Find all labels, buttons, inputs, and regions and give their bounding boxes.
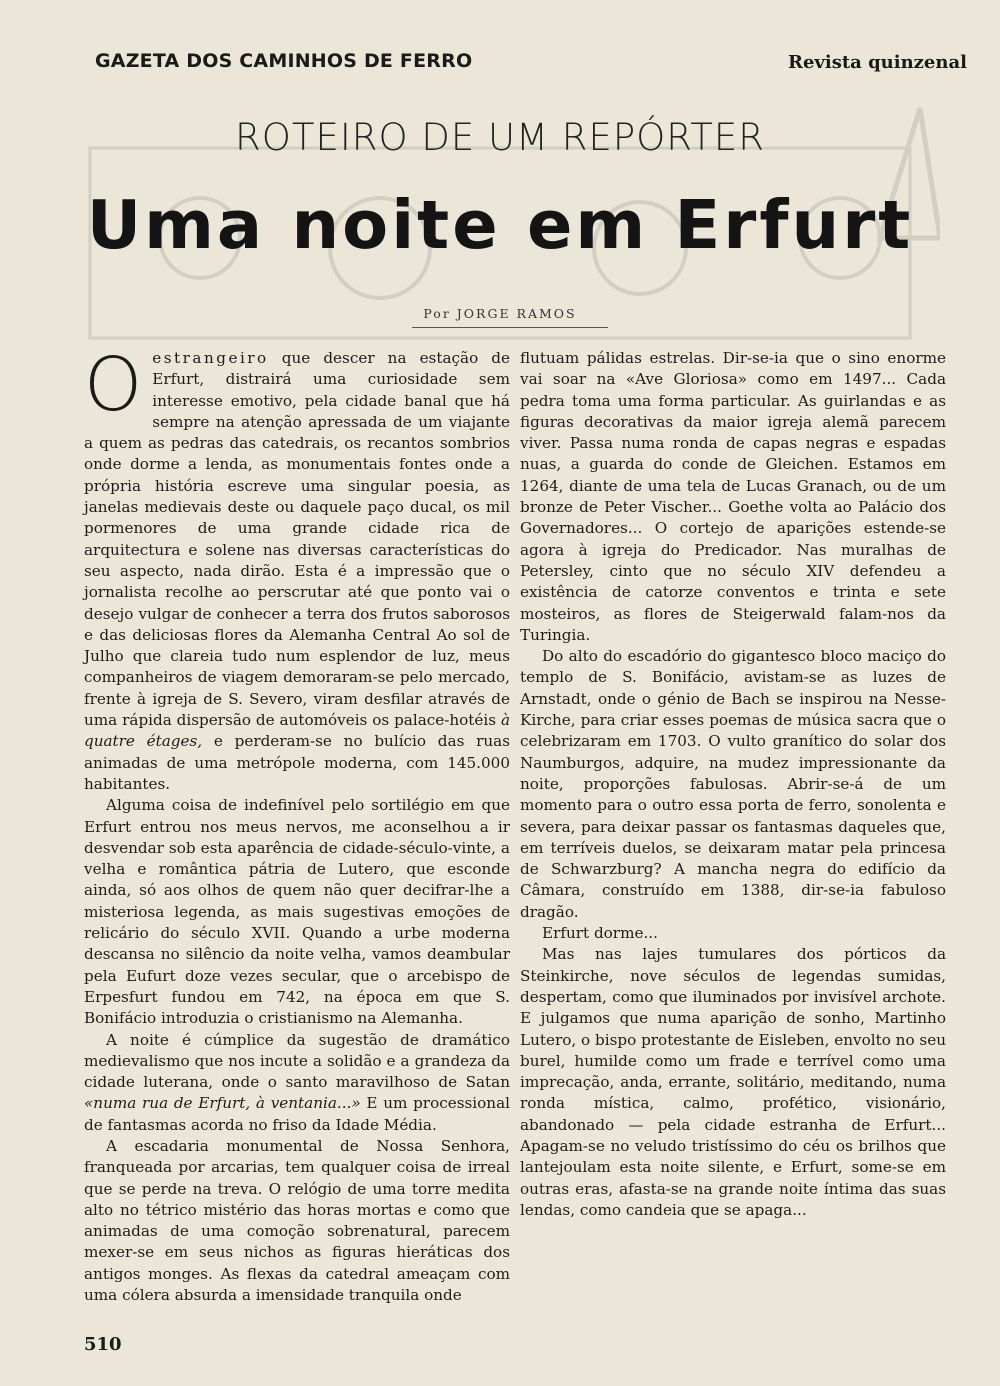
page-number: 510 — [84, 1334, 122, 1355]
paragraph-7: Mas nas lajes tumulares dos pórticos da Steinkirche, nove séculos de legendas sumidas, despertam, como que iluminados por invisível archote. E julgamos que numa aparição de sonho, Martinho Lutero, o bispo protestante de Eisleben, envolto no seu burel, humilde como um frade e terrível como uma imprecação, anda, errante, solitário, meditando, numa ronda mística, calmo, profético, visionário, abandonado — pela cidade estranha de Erfurt... Apagam-se no veludo tristíssimo do céu os brilhos que lantejoulam esta noite silente, e Erfurt, some-se em outras eras, afasta-se na grande noite íntima das suas lendas, como candeia que se apaga... — [520, 945, 946, 1219]
paragraph-3-italic: «numa rua de Erfurt, à ventania...» — [84, 1094, 361, 1113]
article-kicker: ROTEIRO DE UM REPÓRTER — [235, 116, 765, 159]
paragraph-6: Erfurt dorme... — [542, 924, 658, 943]
publication-title: GAZETA DOS CAMINHOS DE FERRO — [95, 50, 473, 72]
paragraph-5: Do alto do escadório do gigantesco bloco maciço do templo de S. Bonifácio, avistam-se as luzes de Arnstadt, onde o génio de Bach se inspirou na Nesse-Kirche, para criar esses poemas de música sacra que o celebrizaram em 1703. O vulto granítico do solar dos Naumburgos, adquire, na mudez impressionante da noite, proporções fabulosas. Abrir-se-á de um momento para o outro essa porta de ferro, sonolenta e severa, para deixar passar os fantasmas daqueles que, em terríveis duelos, se deixaram matar pela princesa de Schwarzburg? A mancha negra do edifício da Câmara, construído em 1388, dir-se-ia fabuloso dragão. — [520, 647, 946, 921]
paragraph-1-opening: estrangeiro — [152, 349, 269, 367]
article-column-left — [84, 342, 511, 1306]
publication-frequency: Revista quinzenal — [788, 52, 967, 73]
paragraph-3-end: E um processional de fantasmas acorda no friso da Idade Média. — [84, 1094, 510, 1134]
paragraph-4: A escadaria monumental de Nossa Senhora, franqueada por arcarias, tem qualquer coisa de irreal que se perde na treva. O relógio de uma torre medita alto no tétrico mistério das horas mortas e como que animadas de uma comoção sobrenatural, parecem mexer-se em seus nichos as figuras hieráticas dos antigos monges. As flexas da catedral ameaçam com uma cólera absurda a imensidade tranquila onde — [84, 1136, 510, 1305]
paragraph-2: Alguma coisa de indefinível pelo sortilégio em que Erfurt entrou nos meus nervos, me aconselhou a ir desvendar sob esta aparência de cidade-século-vinte, a velha e romântica pátria de Lutero, que esconde ainda, só aos olhos de quem não quer decifrar-lhe a misteriosa legenda, as mais sugestivas emoções de relicário do século XVII. Quando a urbe moderna descansa no silêncio da noite velha, vamos deambular pela Eufurt doze vezes secular, que o arcebispo de Erpesfurt fundou em 742, na época em que S. Bonifácio introduzia o cristianismo na Alemanha. — [84, 796, 510, 1028]
paragraph-3 — [84, 1030, 510, 1136]
paragraph-1-italic: à quatre étages, — [84, 711, 510, 751]
article-column-right — [520, 348, 946, 1221]
paragraph-1-text: que descer na estação de Erfurt, distrairá uma curiosidade sem interesse emotivo, pela cidade banal que há sempre na atenção apressada de um viajante a quem as pedras das catedrais, os recantos sombrios onde dorme a lenda, as monumentais fontes onde a própria história escreve uma singular poesia, as janelas medievais deste ou daquele paço ducal, os mil pormenores de uma grande cidade rica de arquitectura e solene nas diversas características do seu aspecto, nada dirão. Esta é a impressão que o jornalista recolhe ao perscrutar até que ponto vai o desejo vulgar de conhecer a terra dos frutos saborosos e das deliciosas flores da Alemanha Central Ao sol de Julho que clareia tudo num esplendor de luz, meus companheiros de viagem demoraram-se pelo mercado, frente à igreja de S. Severo, viram desfilar através de uma rápida dispersão de automóveis os palace-hotéis — [84, 349, 510, 730]
byline-rule — [412, 327, 608, 328]
article-byline: Por JORGE RAMOS — [423, 306, 577, 321]
article-title: Uma noite em Erfurt — [86, 186, 914, 264]
paragraph-4-continued: flutuam pálidas estrelas. Dir-se-ia que o sino enorme vai soar na «Ave Gloriosa» como em 1497... Cada pedra toma uma forma particular. As guirlandas e as figuras decorativas da maior igreja alemã parecem viver. Passa numa ronda de capas negras e espadas nuas, a guarda do conde de Gleichen. Estamos em 1264, diante de uma tela de Lucas Granach, ou de um bronze de Peter Vischer... Goethe volta ao Palácio dos Governadores... O cortejo de aparições estende-se agora à igreja do Predicador. Nas muralhas de Petersley, cinto que no século XIV defendeu a existência de catorze conventos e trinta e sete mosteiros, as flores de Steigerwald falam-nos da Turingia. — [520, 349, 946, 644]
paragraph-3-text: A noite é cúmplice da sugestão de dramático medievalismo que nos incute a solidão e a grandeza da cidade luterana, onde o santo maravilhoso de Satan — [84, 1030, 510, 1092]
drop-cap: O — [84, 342, 143, 428]
paragraph-1 — [84, 342, 511, 795]
paragraph-1-end: e perderam-se no bulício das ruas animadas de uma metrópole moderna, com 145.000 habitantes. — [84, 732, 511, 793]
